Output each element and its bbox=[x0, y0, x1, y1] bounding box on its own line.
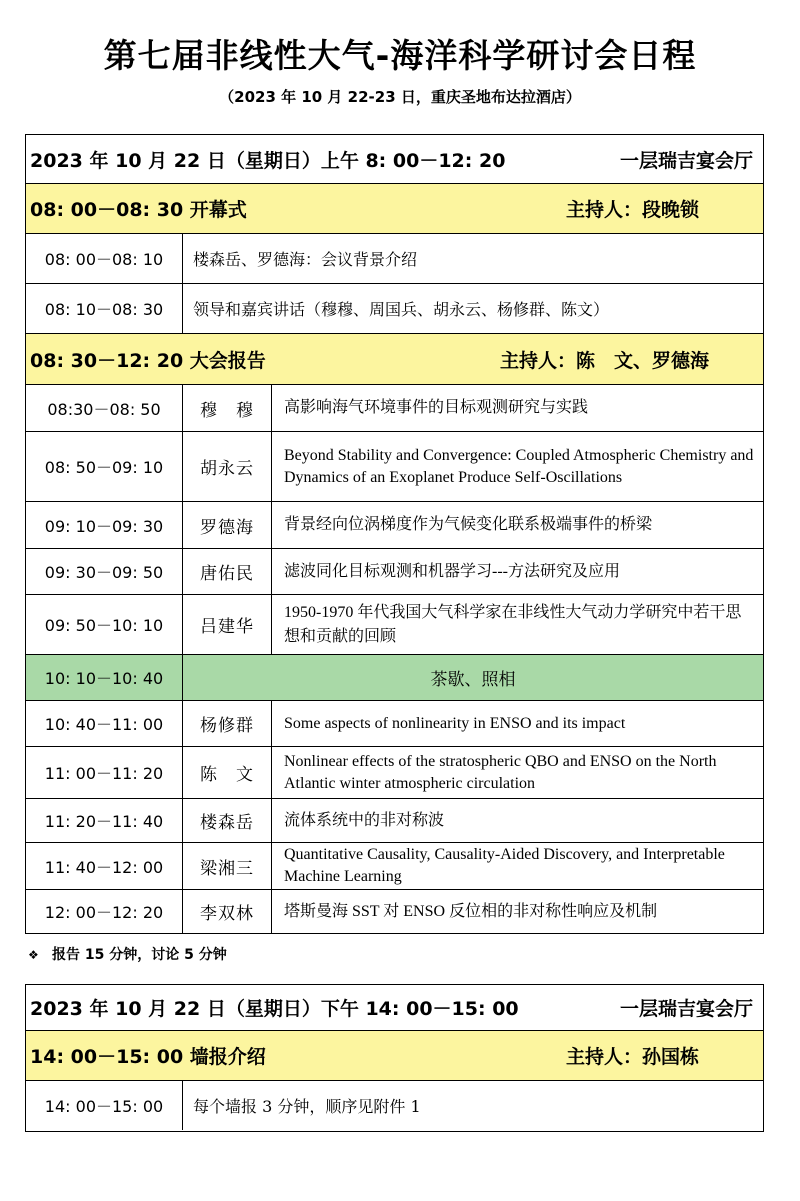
opening-header bbox=[26, 184, 763, 234]
table-row bbox=[26, 890, 763, 933]
time-cell: 14: 00－15: 00 bbox=[26, 1081, 183, 1130]
table-row bbox=[26, 747, 763, 799]
time-cell: 12: 00－12: 20 bbox=[26, 890, 183, 933]
talk-title: 滤波同化目标观测和机器学习---方法研究及应用 bbox=[284, 562, 620, 580]
agenda-text: 每个墙报 3 分钟，顺序见附件 1 bbox=[193, 1097, 421, 1116]
afternoon-schedule-table bbox=[25, 984, 764, 1132]
morning-schedule-table bbox=[25, 134, 764, 934]
talk-title: 塔斯曼海 SST 对 ENSO 反位相的非对称性响应及机制 bbox=[284, 902, 658, 920]
talk-title: Quantitative Causality, Causality-Aided Discovery, and Interpretable Machine Learning bbox=[284, 846, 725, 885]
time-cell: 11: 00－11: 20 bbox=[26, 747, 183, 798]
speaker-cell: 穆 穆 bbox=[183, 385, 272, 431]
table-row bbox=[26, 595, 763, 655]
time-cell: 09: 10－09: 30 bbox=[26, 502, 183, 548]
opening-host: 主持人：段晚锁 bbox=[565, 199, 699, 221]
time-cell: 08: 00－08: 10 bbox=[26, 234, 183, 283]
speaker-cell: 胡永云 bbox=[183, 432, 272, 501]
session-header bbox=[26, 985, 763, 1031]
page-title: 第七届非线性大气-海洋科学研讨会日程 bbox=[103, 36, 697, 75]
opening-label: 08: 00－08: 30 开幕式 bbox=[30, 199, 247, 221]
speaker-cell: 梁湘三 bbox=[183, 843, 272, 889]
poster-label: 14: 00－15: 00 墙报介绍 bbox=[30, 1046, 266, 1068]
speaker-cell: 李双林 bbox=[183, 890, 272, 933]
time-cell: 11: 40－12: 00 bbox=[26, 843, 183, 889]
table-row bbox=[26, 799, 763, 843]
session-header bbox=[26, 135, 763, 184]
page-subtitle: （2023 年 10 月 22-23 日，重庆圣地布达拉酒店） bbox=[219, 88, 581, 106]
table-row bbox=[26, 701, 763, 747]
table-row bbox=[26, 385, 763, 432]
note-text: 报告 15 分钟，讨论 5 分钟 bbox=[52, 947, 227, 963]
time-cell: 08: 10－08: 30 bbox=[26, 284, 183, 333]
time-cell: 09: 30－09: 50 bbox=[26, 549, 183, 594]
table-row bbox=[26, 549, 763, 595]
time-cell: 10: 40－11: 00 bbox=[26, 701, 183, 746]
talk-title: Nonlinear effects of the stratospheric QBO and ENSO on the North Atlantic winter atmospheric circulation bbox=[284, 752, 717, 792]
time-cell: 10: 10－10: 40 bbox=[26, 655, 183, 700]
time-cell: 08:30－08: 50 bbox=[26, 385, 183, 431]
agenda-text: 领导和嘉宾讲话（穆穆、周国兵、胡永云、杨修群、陈文） bbox=[193, 300, 610, 319]
speaker-cell: 吕建华 bbox=[183, 595, 272, 654]
session-venue: 一层瑞吉宴会厅 bbox=[619, 998, 753, 1020]
time-cell: 08: 50－09: 10 bbox=[26, 432, 183, 501]
talk-title: 流体系统中的非对称波 bbox=[284, 811, 445, 829]
diamond-bullet-icon: ❖ bbox=[28, 948, 39, 962]
table-row bbox=[26, 843, 763, 890]
coffee-break-row bbox=[26, 655, 763, 701]
poster-header bbox=[26, 1031, 763, 1081]
speaker-cell: 陈 文 bbox=[183, 747, 272, 798]
time-cell: 09: 50－10: 10 bbox=[26, 595, 183, 654]
table-row bbox=[26, 234, 763, 284]
plenary-label: 08: 30－12: 20 大会报告 bbox=[30, 349, 266, 372]
table-row bbox=[26, 432, 763, 502]
speaker-cell: 杨修群 bbox=[183, 701, 272, 746]
talk-title: Some aspects of nonlinearity in ENSO and its impact bbox=[284, 714, 626, 732]
session-venue: 一层瑞吉宴会厅 bbox=[619, 149, 753, 172]
table-row bbox=[26, 284, 763, 334]
talk-title: 1950-1970 年代我国大气科学家在非线性大气动力学研究中若干思想和贡献的回顾 bbox=[284, 603, 742, 645]
agenda-text: 楼森岳、罗德海：会议背景介绍 bbox=[193, 250, 418, 269]
table-row bbox=[26, 502, 763, 549]
talk-duration-note bbox=[28, 944, 227, 964]
talk-title: 背景经向位涡梯度作为气候变化联系极端事件的桥梁 bbox=[284, 516, 653, 533]
time-cell: 11: 20－11: 40 bbox=[26, 799, 183, 842]
session-datetime: 2023 年 10 月 22 日（星期日）下午 14: 00－15: 00 bbox=[30, 998, 519, 1020]
table-row bbox=[26, 1081, 763, 1130]
speaker-cell: 楼森岳 bbox=[183, 799, 272, 842]
plenary-header bbox=[26, 334, 763, 385]
talk-title: Beyond Stability and Convergence: Coupled Atmospheric Chemistry and Dynamics of an Exoplanet Produce Self-Oscillations bbox=[284, 446, 754, 486]
speaker-cell: 唐佑民 bbox=[183, 549, 272, 594]
talk-title: 高影响海气环境事件的目标观测研究与实践 bbox=[284, 399, 589, 416]
poster-host: 主持人：孙国栋 bbox=[565, 1046, 699, 1068]
plenary-host: 主持人：陈 文、罗德海 bbox=[499, 349, 709, 372]
session-datetime: 2023 年 10 月 22 日（星期日）上午 8: 00－12: 20 bbox=[30, 149, 506, 172]
speaker-cell: 罗德海 bbox=[183, 502, 272, 548]
break-label: 茶歇、照相 bbox=[430, 670, 516, 690]
